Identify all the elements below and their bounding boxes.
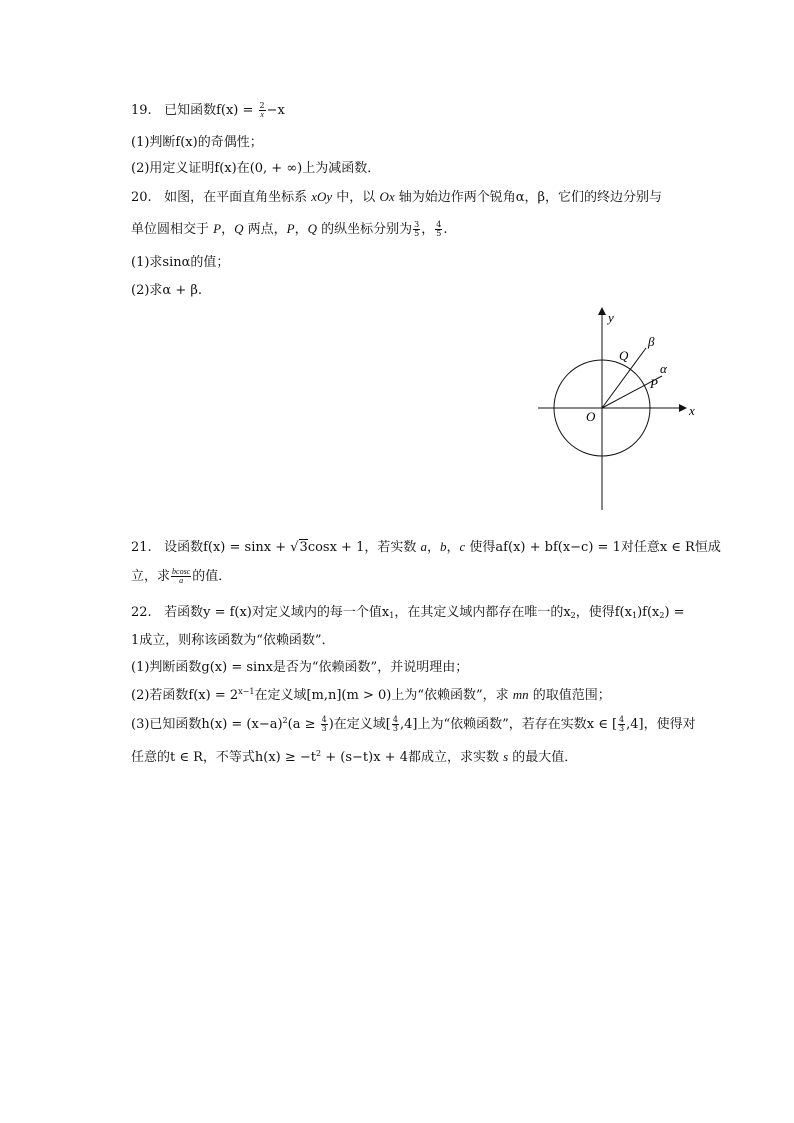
q22-part3-line2: 任意的t ∈ R，不等式$h(x) \ge -t^2 + (s-t)x + 4$都成立，求实数 s 的最大值．	[131, 749, 578, 765]
q21-stem-line1: 21. 设函数f(x) = sinx + √3cosx + 1，若实数 a，b，c 使得af(x) + bf(x−c) = 1对任意x ∈ R恒成	[131, 539, 721, 555]
question-number: 22.	[131, 605, 152, 620]
q19-stem: 19. 已知函数f(x) = $\frac{2}{x}$ −x	[131, 101, 285, 119]
question-number: 20.	[131, 190, 152, 205]
fraction: $\frac{3}{5}$	[414, 220, 420, 238]
q22-part1: (1)判断函数g(x) = sinx是否为“依赖函数”，并说明理由；	[131, 660, 469, 675]
fraction: $\frac{4}{5}$	[436, 220, 442, 238]
q22-part2: (2)若函数$f(x) = 2^{x-1}$在定义域[m,n](m > 0)上为“依赖函数”，求 mn 的取值范围；	[131, 687, 611, 703]
q19-part2: (2)用定义证明f(x)在(0, + ∞)上为减函数．	[131, 161, 381, 176]
square-root: √3	[290, 540, 308, 555]
beta-label: β	[648, 334, 655, 349]
fraction: $\frac{2}{x}$	[259, 101, 265, 119]
point-q-label: Q	[619, 348, 629, 363]
q20-stem-line2: 单位圆相交于 P，Q 两点，P，Q 的纵坐标分别为 $\frac{3}{5}$ ， $\frac{4}{5}$ .	[131, 220, 448, 238]
point-p-label: P	[650, 376, 658, 391]
q20-part1: (1)求sinα的值；	[131, 255, 230, 270]
question-number: 21.	[131, 540, 152, 555]
q22-stem-line2: 1成立，则称该函数为“依赖函数”．	[131, 633, 335, 648]
q19-part1: (1)判断f(x)的奇偶性；	[131, 135, 263, 150]
x-axis-label: x	[689, 403, 695, 418]
alpha-label: α	[660, 361, 667, 376]
q22-part3: (3)已知函数$h(x) = (x-a)^2(a$ ≥ $\frac{4}{3}$ )在定义域[ $\frac{4}{3}$ ,4]上为“依赖函数”，若存在实数x ∈ [ $\frac{4}{3}$ ,4]，使得对	[131, 715, 696, 733]
unit-circle-figure	[538, 302, 708, 512]
y-axis-label: y	[608, 310, 614, 325]
origin-label: O	[586, 409, 596, 424]
fraction: $\frac{4}{3}$	[321, 715, 327, 733]
fraction: $\frac{4}{3}$	[619, 715, 625, 733]
fraction: $\frac{bcosc}{a}$	[172, 567, 191, 585]
q20-part2: (2)求α + β.	[131, 283, 202, 298]
q20-stem-line1: 20. 如图，在平面直角坐标系 xOy 中，以 Ox 轴为始边作两个锐角α，β，它们的终边分别与	[131, 189, 663, 205]
q21-stem-line2: 立，求 $\frac{bcosc}{a}$ 的值．	[131, 567, 232, 585]
question-number: 19.	[131, 103, 152, 118]
q22-stem-line1: 22. 若函数y = f(x)对定义域内的每一个值$x_1$，在其定义域内都存在唯一的$x_2$，使得$f(x_1)f(x_2)$ =	[131, 605, 685, 620]
fraction: $\frac{4}{3}$	[392, 715, 398, 733]
